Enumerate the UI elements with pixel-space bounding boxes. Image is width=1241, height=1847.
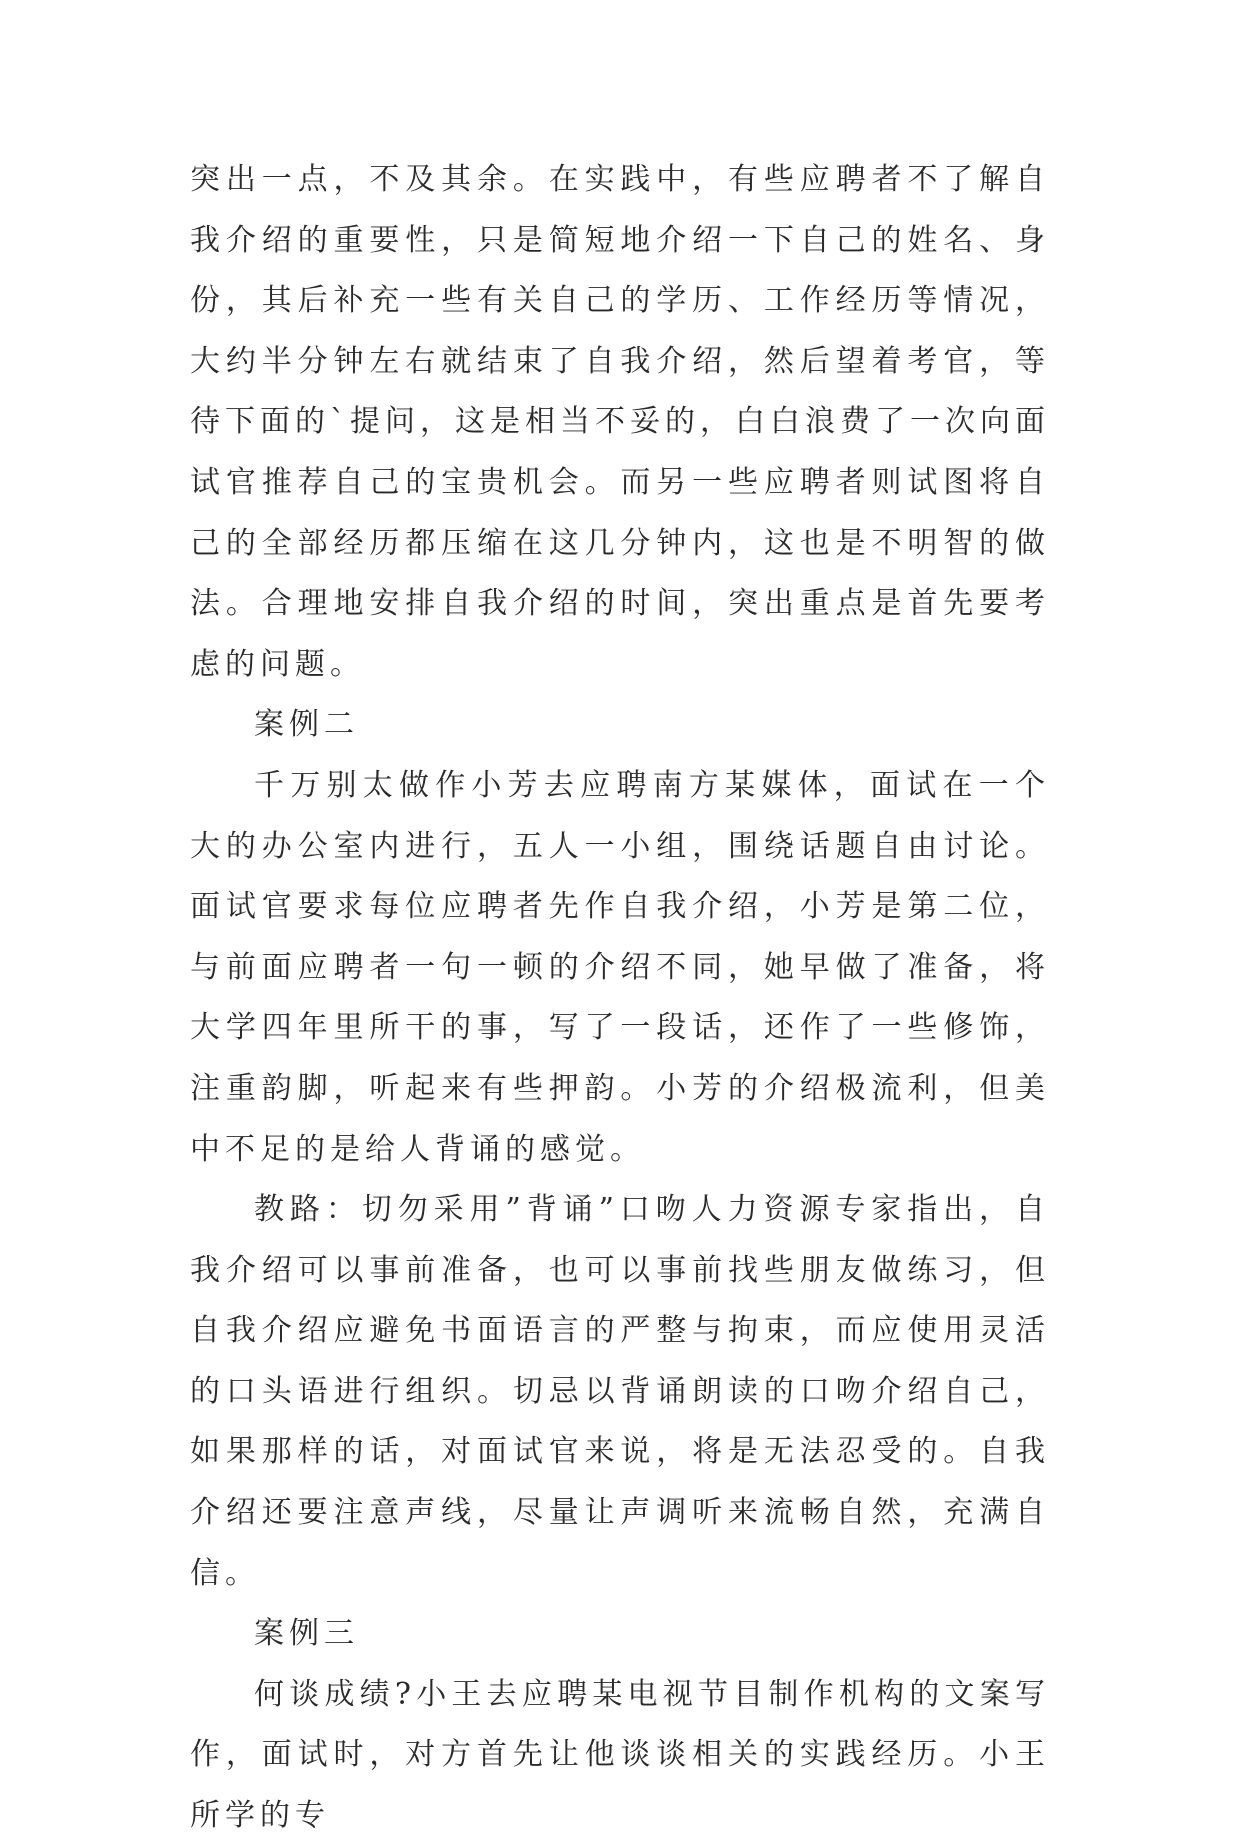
paragraph-case-2: 千万别太做作小芳去应聘南方某媒体，面试在一个大的办公室内进行，五人一小组，围绕话题自由讨论。面试官要求每位应聘者先作自我介绍，小芳是第二位，与前面应聘者一句一顿的介绍不同，她早做了准备，将大学四年里所干的事，写了一段话，还作了一些修饰，注重韵脚，听起来有些押韵。小芳的介绍极流利，但美中不足的是给人背诵的感觉。 [190, 767, 1050, 1167]
paragraph-case-3: 何谈成绩?小王去应聘某电视节目制作机构的文案写作，面试时，对方首先让他谈谈相关的实践经历。小王所学的专 [190, 1676, 1050, 1834]
paragraph-continuation: 突出一点，不及其余。在实践中，有些应聘者不了解自我介绍的重要性，只是简短地介绍一下自己的姓名、身份，其后补充一些有关自己的学历、工作经历等情况，大约半分钟左右就结束了自我介绍，然后望着考官，等待下面的`提问，这是相当不妥的，白白浪费了一次向面试官推荐自己的宝贵机会。而另一些应聘者则试图将自己的全部经历都压缩在这几分钟内，这也是不明智的做法。合理地安排自我介绍的时间，突出重点是首先要考虑的问题。 [190, 162, 1050, 682]
section-heading-case-3: 案例三 [254, 1616, 359, 1652]
paragraph-advice: 教路：切勿采用”背诵”口吻人力资源专家指出，自我介绍可以事前准备，也可以事前找些朋友做练习，但自我介绍应避免书面语言的严整与拘束，而应使用灵活的口头语进行组织。切忌以背诵朗读的口吻介绍自己，如果那样的话，对面试官来说，将是无法忍受的。自我介绍还要注意声线，尽量让声调听来流畅自然，充满自信。 [190, 1192, 1050, 1591]
document-body [190, 150, 1050, 1847]
section-heading-case-2: 案例二 [254, 707, 359, 743]
